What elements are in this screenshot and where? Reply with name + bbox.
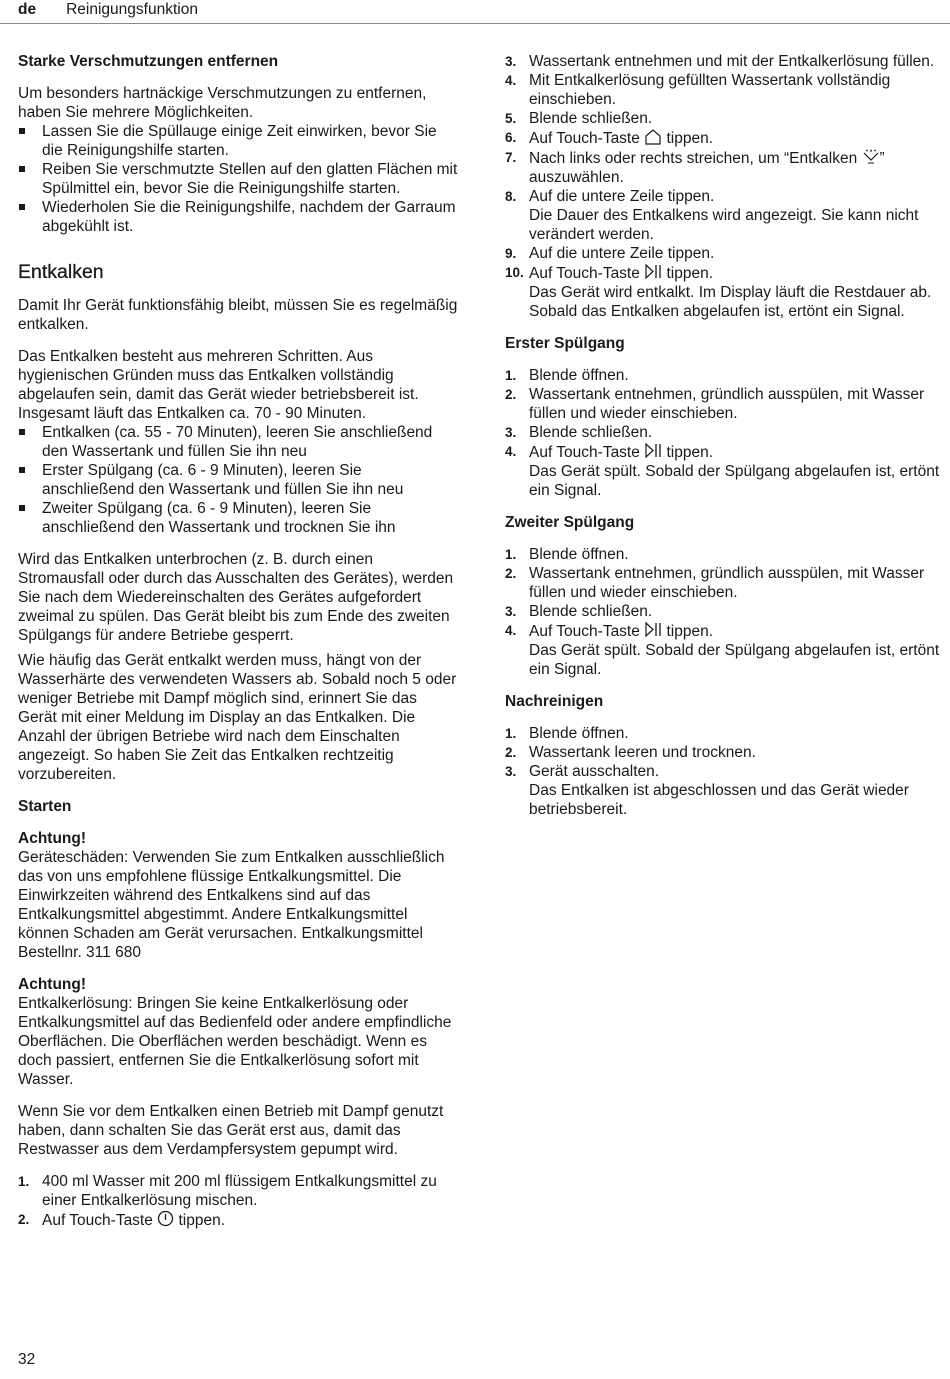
step-result: Das Gerät spült. Sobald der Spülgang abgelaufen ist, ertönt ein Signal.	[529, 463, 940, 499]
list-item	[505, 366, 945, 385]
step-number: 4.	[505, 623, 517, 638]
start-stop-icon	[644, 621, 662, 638]
step-text: Blende schließen.	[529, 424, 653, 441]
section-title-first-rinse: Erster Spülgang	[505, 335, 625, 352]
left-column	[18, 52, 458, 1230]
list-item	[505, 743, 945, 762]
warning-text: Geräteschäden: Verwenden Sie zum Entkalken ausschließlich das von uns empfohlene flüssige Entkalkungsmittel. Die Einwirkzeiten während des Entkalkens sind auf das Entkalkungsmittel abgestimmt. Andere Entkalkungsmittel können Schaden am Gerät verursachen. Entkalkungsmittel Bestellnr. 311 680	[18, 849, 445, 961]
power-icon	[157, 1210, 174, 1227]
step-text: ” auszuwählen.	[529, 150, 885, 186]
step-text: Auf Touch-Taste	[529, 623, 640, 640]
header-title: Reinigungsfunktion	[66, 1, 198, 18]
descale-p1: Damit Ihr Gerät funktionsfähig bleibt, müssen Sie es regelmäßig entkalken.	[18, 297, 458, 333]
step-text: Auf Touch-Taste	[42, 1212, 153, 1229]
step-text: Auf Touch-Taste	[529, 444, 640, 461]
step-text: Blende öffnen.	[529, 546, 629, 563]
list-item	[505, 263, 945, 321]
start-steps	[18, 1172, 458, 1230]
step-text: Blende schließen.	[529, 110, 653, 127]
section-title-second-rinse: Zweiter Spülgang	[505, 514, 635, 531]
step-number: 3.	[505, 604, 517, 619]
right-column	[505, 52, 945, 819]
list-item	[505, 545, 945, 564]
home-icon	[644, 128, 662, 145]
page-number: 32	[18, 1351, 36, 1368]
list-item	[505, 621, 945, 679]
list-item	[505, 244, 945, 263]
descale-list	[18, 423, 458, 537]
descale-p3: Wird das Entkalken unterbrochen (z. B. durch einen Stromausfall oder durch das Ausschalten des Gerätes), werden Sie nach dem Wiedereinschalten des Gerätes aufgefordert zweimal zu spülen. Das Gerät bleibt bis zum Ende des zweiten Spülgangs für andere Betriebe gesperrt.	[18, 551, 454, 644]
step-number: 9.	[505, 246, 517, 261]
step-number: 2.	[18, 1212, 30, 1227]
step-text: Auf die untere Zeile tippen.	[529, 188, 715, 205]
list-item	[505, 52, 945, 71]
step-text: Mit Entkalkerlösung gefüllten Wassertank vollständig einschieben.	[529, 72, 891, 108]
step-result: Das Entkalken ist abgeschlossen und das Gerät wieder betriebsbereit.	[529, 782, 909, 818]
step-number: 1.	[505, 547, 517, 562]
step-number: 8.	[505, 189, 517, 204]
list-item	[505, 109, 945, 128]
step-text: Nach links oder rechts streichen, um “Entkalken	[529, 150, 858, 167]
list-item: Zweiter Spülgang (ca. 6 - 9 Minuten), leeren Sie anschließend den Wassertank und trocknen Sie ihn	[18, 499, 458, 537]
step-text: Auf Touch-Taste	[529, 265, 640, 282]
step-text: tippen.	[666, 265, 714, 282]
step-number: 7.	[505, 150, 517, 165]
step-text: tippen.	[666, 130, 714, 147]
page-header	[18, 0, 198, 20]
warning-text: Entkalkerlösung: Bringen Sie keine Entkalkerlösung oder Entkalkungsmittel auf das Bedienfeld oder andere empfindliche Oberflächen. Die Oberflächen werden beschädigt. Wenn es doch passiert, entfernen Sie die Entkalkerlösung sofort mit Wasser.	[18, 995, 452, 1088]
list-item	[505, 724, 945, 743]
step-text: Auf Touch-Taste	[529, 130, 640, 147]
step-text: Blende öffnen.	[529, 367, 629, 384]
list-item	[505, 762, 945, 819]
section-title-start: Starten	[18, 798, 72, 815]
list-item	[505, 187, 945, 244]
list-item: Erster Spülgang (ca. 6 - 9 Minuten), leeren Sie anschließend den Wassertank und füllen Sie ihn neu	[18, 461, 458, 499]
stains-list	[18, 122, 458, 236]
list-item	[18, 1172, 458, 1210]
step-text: Wassertank entnehmen, gründlich ausspülen, mit Wasser füllen und wieder einschieben.	[529, 386, 925, 422]
step-text: Wassertank leeren und trocknen.	[529, 744, 756, 761]
step-number: 3.	[505, 764, 517, 779]
step-text: Gerät ausschalten.	[529, 763, 660, 780]
step-number: 2.	[505, 387, 517, 402]
list-item	[505, 128, 945, 148]
start-stop-icon	[644, 442, 662, 459]
step-number: 10.	[505, 265, 524, 280]
start-stop-icon	[644, 263, 662, 280]
step-result: Das Gerät spült. Sobald der Spülgang abgelaufen ist, ertönt ein Signal.	[529, 642, 940, 678]
step-number: 1.	[505, 726, 517, 741]
step-result: Die Dauer des Entkalkens wird angezeigt. Sie kann nicht verändert werden.	[529, 207, 919, 243]
second-rinse-steps	[505, 545, 945, 679]
list-item: Reiben Sie verschmutzte Stellen auf den glatten Flächen mit Spülmittel ein, bevor Sie die Reinigungshilfe starten.	[18, 160, 458, 198]
step-text: Auf die untere Zeile tippen.	[529, 245, 715, 262]
step-text: Blende öffnen.	[529, 725, 629, 742]
step-number: 4.	[505, 73, 517, 88]
list-item: Entkalken (ca. 55 - 70 Minuten), leeren Sie anschließend den Wassertank und füllen Sie ihn neu	[18, 423, 458, 461]
start-p1: Wenn Sie vor dem Entkalken einen Betrieb mit Dampf genutzt haben, dann schalten Sie das Gerät erst aus, damit das Restwasser aus dem Verdampfersystem gepumpt wird.	[18, 1103, 444, 1158]
step-text: Wassertank entnehmen und mit der Entkalkerlösung füllen.	[529, 53, 935, 70]
step-text: Blende schließen.	[529, 603, 653, 620]
list-item	[505, 442, 945, 500]
section-title-stains: Starke Verschmutzungen entfernen	[18, 53, 279, 70]
stains-intro: Um besonders hartnäckige Verschmutzungen zu entfernen, haben Sie mehrere Möglichkeiten.	[18, 85, 427, 121]
section-title-post-clean: Nachreinigen	[505, 693, 604, 710]
descale-icon	[862, 148, 880, 165]
post-clean-steps	[505, 724, 945, 819]
step-number: 1.	[505, 368, 517, 383]
step-number: 1.	[18, 1174, 30, 1189]
header-rule	[0, 23, 950, 24]
list-item: Wiederholen Sie die Reinigungshilfe, nachdem der Garraum abgekühlt ist.	[18, 198, 458, 236]
step-number: 4.	[505, 444, 517, 459]
step-text: Wassertank entnehmen, gründlich ausspülen, mit Wasser füllen und wieder einschieben.	[529, 565, 925, 601]
list-item	[505, 423, 945, 442]
descale-p2: Das Entkalken besteht aus mehreren Schritten. Aus hygienischen Gründen muss das Entkalken vollständig abgelaufen sein, damit das Gerät wieder betriebsbereit ist. Insgesamt läuft das Entkalken ca. 70 - 90 Minuten.	[18, 348, 419, 422]
warning-title: Achtung!	[18, 830, 87, 847]
step-result: Das Gerät wird entkalkt. Im Display läuft die Restdauer ab. Sobald das Entkalken abgelaufen ist, ertönt ein Signal.	[529, 284, 932, 320]
list-item: Lassen Sie die Spüllauge einige Zeit einwirken, bevor Sie die Reinigungshilfe starten.	[18, 122, 458, 160]
step-number: 2.	[505, 566, 517, 581]
step-number: 3.	[505, 425, 517, 440]
step-text: 400 ml Wasser mit 200 ml flüssigem Entkalkungsmittel zu einer Entkalkerlösung mischen.	[42, 1173, 437, 1209]
list-item	[505, 602, 945, 621]
section-title-descale: Entkalken	[18, 261, 104, 283]
step-number: 2.	[505, 745, 517, 760]
step-text: tippen.	[666, 444, 714, 461]
header-lang: de	[18, 1, 37, 18]
list-item	[505, 385, 945, 423]
descale-steps	[505, 52, 945, 321]
list-item	[505, 71, 945, 109]
step-number: 5.	[505, 111, 517, 126]
step-text: tippen.	[666, 623, 714, 640]
list-item	[18, 1210, 458, 1230]
warning-title: Achtung!	[18, 976, 87, 993]
first-rinse-steps	[505, 366, 945, 500]
list-item	[505, 564, 945, 602]
descale-p4: Wie häufig das Gerät entkalkt werden muss, hängt von der Wasserhärte des verwendeten Wassers ab. Sobald noch 5 oder weniger Betriebe mit Dampf möglich sind, erinnert Sie das Gerät mit einer Meldung im Display an das Entkalken. Die Anzahl der übrigen Betriebe wird nach dem Einschalten angezeigt. So haben Sie Zeit das Entkalken rechtzeitig vorzubereiten.	[18, 652, 457, 783]
step-text: tippen.	[178, 1212, 226, 1229]
list-item	[505, 148, 945, 187]
step-number: 3.	[505, 54, 517, 69]
step-number: 6.	[505, 130, 517, 145]
